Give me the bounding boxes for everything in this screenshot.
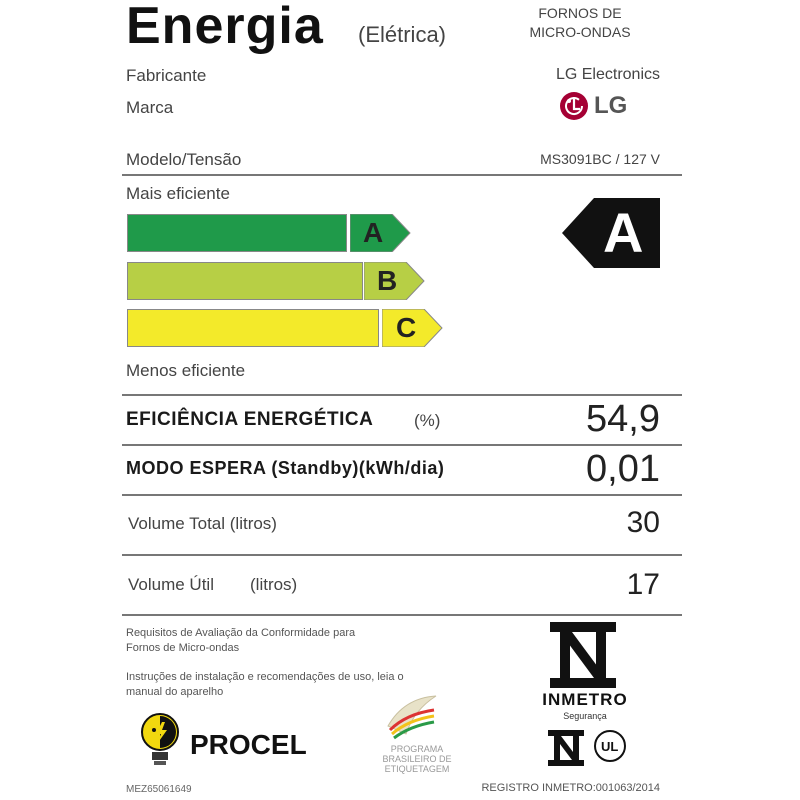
divider [122, 554, 682, 556]
inmetro-logo-icon [548, 620, 620, 690]
etiquetagem-seal-icon [384, 690, 440, 742]
inmetro-registry: REGISTRO INMETRO:001063/2014 [481, 782, 660, 794]
total-volume-value: 30 [626, 506, 660, 539]
model-label: Modelo/Tensão [126, 150, 242, 169]
divider [122, 444, 682, 446]
inmetro-label: INMETRO [542, 690, 628, 709]
rating-letter: A [603, 201, 644, 264]
useful-volume-unit: (litros) [250, 575, 298, 594]
category-line-1: FORNOS DE [538, 5, 622, 21]
class-letter-b: B [377, 265, 398, 296]
standby-value: 0,01 [586, 448, 660, 490]
efficiency-value: 54,9 [586, 398, 660, 440]
requirements-text [126, 626, 355, 656]
requirements-line-1: Requisitos de Avaliação da Conformidade para [126, 627, 356, 639]
lg-logo-icon [558, 90, 590, 122]
label-title: Energia [126, 0, 324, 55]
class-letter-a: A [363, 217, 384, 248]
procel-seal-icon [140, 710, 184, 770]
instructions-line-1: Instruções de instalação e recomendações de uso, leia o [126, 671, 404, 683]
useful-volume-value: 17 [626, 568, 660, 601]
scale-top-label: Mais eficiente [126, 184, 230, 203]
brand-logo [558, 90, 628, 122]
manufacturer-value: LG Electronics [555, 66, 660, 83]
scale-bottom-label: Menos eficiente [126, 361, 246, 380]
divider [122, 494, 682, 496]
inmetro-small-mark-icon [546, 728, 586, 768]
class-bar-b [127, 262, 363, 300]
label-subtitle: (Elétrica) [358, 22, 447, 47]
brand-label: Marca [126, 98, 174, 117]
etiquetagem-line-1: PROGRAMA [390, 744, 444, 754]
svg-text:UL: UL [601, 739, 619, 754]
class-bar-c [127, 309, 379, 347]
brand-value: LG [594, 92, 628, 119]
product-category [500, 4, 660, 42]
class-bar-a [127, 214, 347, 252]
divider [122, 174, 682, 176]
class-letter-c: C [396, 312, 417, 343]
efficiency-unit: (%) [414, 411, 441, 430]
useful-volume-label: Volume Útil [128, 575, 214, 594]
etiquetagem-line-3: ETIQUETAGEM [384, 764, 450, 774]
instructions-text [126, 670, 404, 700]
divider [122, 614, 682, 616]
etiquetagem-line-2: BRASILEIRO DE [382, 754, 452, 764]
etiquetagem-text [372, 744, 462, 774]
manufacturer-label: Fabricante [126, 66, 207, 85]
product-code: MEZ65061649 [126, 784, 192, 795]
model-value: MS3091BC / 127 V [540, 151, 660, 167]
requirements-line-2: Fornos de Micro-ondas [126, 642, 240, 654]
procel-label: PROCEL [190, 729, 307, 760]
instructions-line-2: manual do aparelho [126, 686, 224, 698]
divider [122, 394, 682, 396]
inmetro-sub-label: Segurança [563, 711, 607, 721]
ul-certification-icon [592, 728, 628, 764]
total-volume-label: Volume Total (litros) [128, 514, 277, 533]
category-line-2: MICRO-ONDAS [529, 24, 631, 40]
standby-label: MODO ESPERA (Standby)(kWh/dia) [126, 458, 445, 478]
efficiency-label: EFICIÊNCIA ENERGÉTICA [126, 409, 374, 430]
